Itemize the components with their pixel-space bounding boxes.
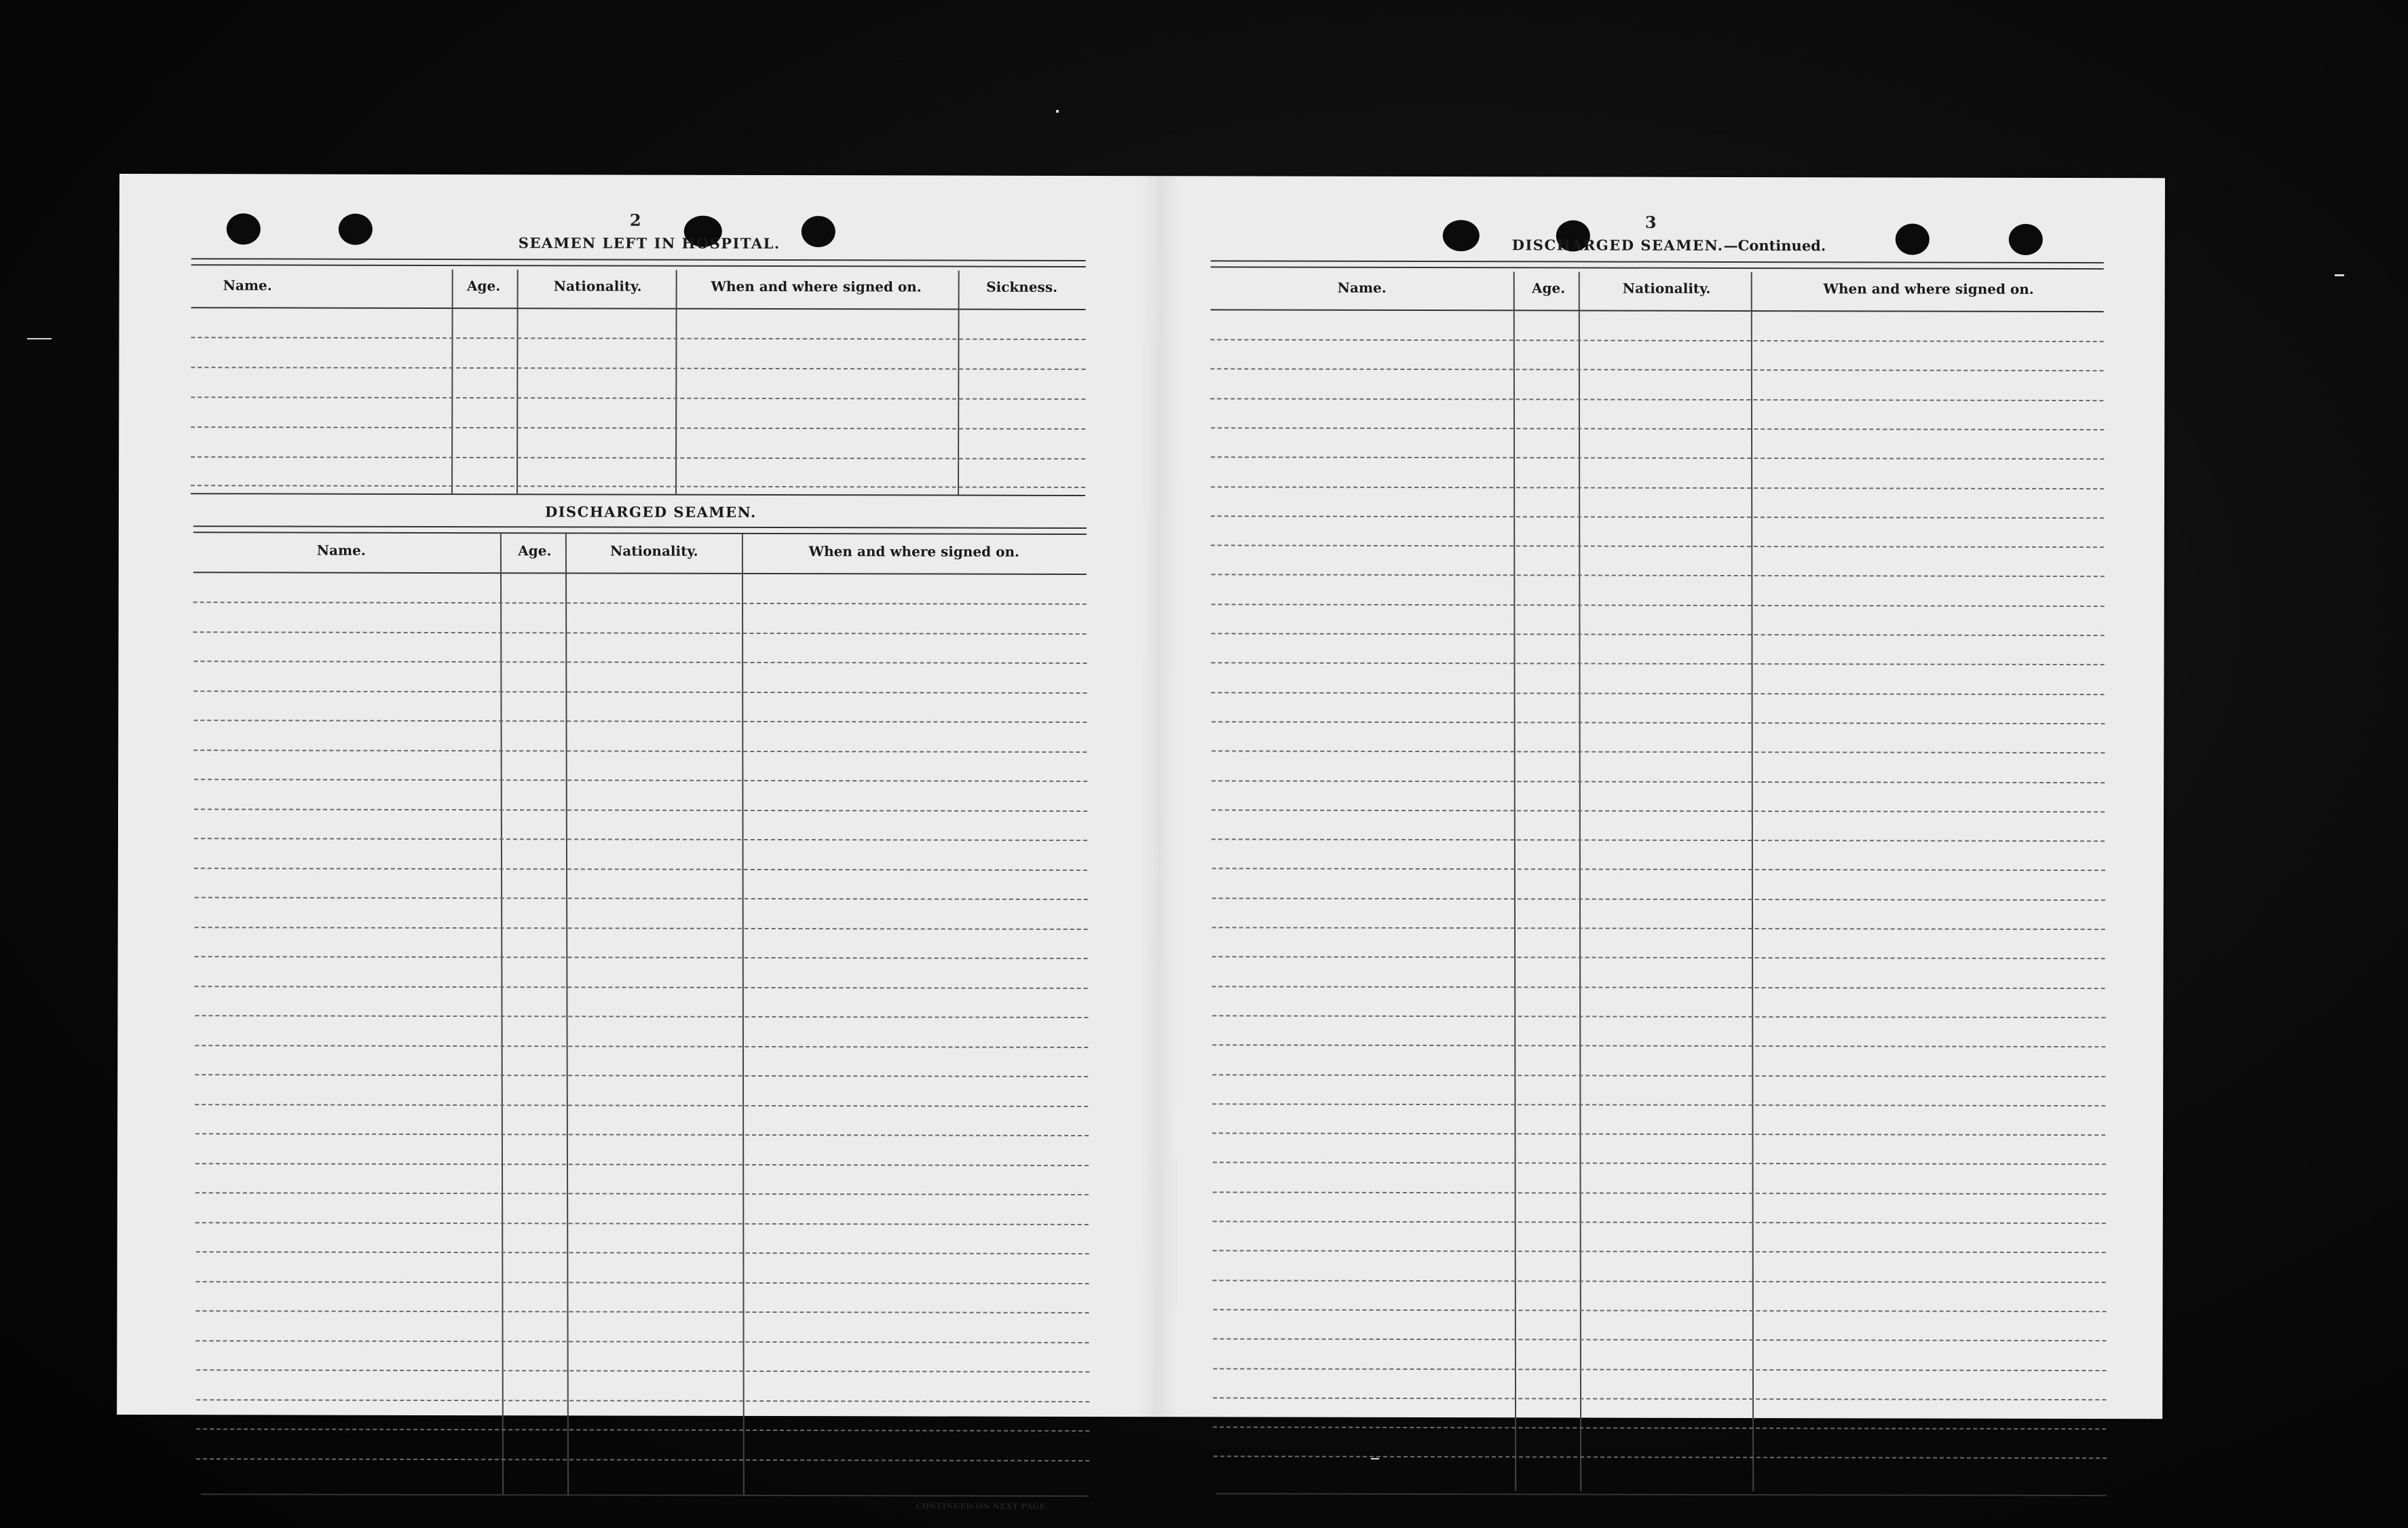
- entry-line: [1213, 1368, 2106, 1371]
- hospital-col-nationality: Nationality.: [553, 278, 642, 295]
- entry-line: [1211, 692, 2105, 695]
- entry-line: [193, 660, 1087, 664]
- entry-line: [1212, 1045, 2105, 1048]
- hospital-header-rule: [191, 307, 1086, 310]
- right-col-nationality: Nationality.: [1622, 280, 1711, 297]
- hospital-col-sickness: Sickness.: [986, 278, 1058, 295]
- continued-note: CONTINUED ON NEXT PAGE.: [916, 1502, 1049, 1511]
- discharged-col-divider: [565, 533, 569, 1495]
- right-col-divider: [1751, 272, 1754, 1491]
- right-title-rule: [1211, 260, 2104, 269]
- entry-line: [1210, 339, 2103, 342]
- entry-line: [1212, 897, 2105, 901]
- entry-line: [1211, 633, 2105, 636]
- hospital-section-title: SEAMEN LEFT IN HOSPITAL.: [518, 234, 780, 253]
- entry-line: [194, 838, 1087, 841]
- dust-speck: [2335, 274, 2344, 276]
- discharged-col-signed-on: When and where signed on.: [808, 543, 1020, 560]
- entry-line: [195, 1222, 1089, 1225]
- entry-line: [195, 986, 1088, 989]
- dust-speck: [1371, 1458, 1379, 1459]
- dust-speck: [1056, 110, 1059, 113]
- entry-line: [196, 1399, 1089, 1402]
- discharged-continued-title-text: DISCHARGED SEAMEN.: [1511, 236, 1724, 254]
- entry-line: [1211, 457, 2104, 460]
- entry-line: [193, 690, 1087, 694]
- entry-line: [195, 956, 1088, 959]
- entry-line: [1211, 544, 2104, 548]
- entry-line: [195, 1281, 1089, 1284]
- discharged-col-divider: [742, 534, 745, 1496]
- entry-line: [195, 1015, 1088, 1018]
- entry-line: [195, 1310, 1089, 1313]
- entry-line: [193, 601, 1087, 605]
- entry-line: [1211, 486, 2104, 489]
- entry-line: [1211, 574, 2104, 578]
- entry-line: [1213, 1162, 2106, 1166]
- hospital-col-signed-on: When and where signed on.: [711, 278, 922, 295]
- right-col-divider: [1513, 272, 1517, 1491]
- entry-line: [1213, 1309, 2106, 1312]
- entry-line: [194, 808, 1087, 812]
- hospital-entry-line: [191, 485, 1085, 488]
- hospital-col-divider: [958, 271, 960, 495]
- entry-line: [195, 1045, 1088, 1048]
- entry-line: [1211, 838, 2105, 842]
- right-col-signed-on: When and where signed on.: [1823, 280, 2034, 297]
- hospital-entry-line: [191, 456, 1085, 460]
- entry-line: [1211, 868, 2105, 872]
- hospital-col-divider: [516, 269, 519, 493]
- entry-line: [1211, 751, 2105, 754]
- discharged-col-nationality: Nationality.: [609, 542, 698, 559]
- entry-line: [1213, 1397, 2106, 1400]
- discharged-title-rule: [193, 525, 1087, 535]
- entry-line: [196, 1340, 1089, 1343]
- entry-line: [195, 1192, 1089, 1195]
- entry-line: [194, 897, 1087, 900]
- hospital-col-name: Name.: [223, 277, 272, 294]
- entry-line: [195, 1104, 1088, 1107]
- entry-line: [195, 1251, 1089, 1254]
- entry-line: [1212, 956, 2105, 960]
- hospital-bottom-rule: [191, 493, 1085, 496]
- punch-hole: [2009, 224, 2043, 255]
- discharged-section-title: DISCHARGED SEAMEN.: [544, 503, 757, 521]
- page-number-right: 3: [1644, 212, 1657, 232]
- center-fold: [1137, 176, 1181, 1417]
- hospital-col-age: Age.: [467, 278, 501, 295]
- continued-suffix: —Continued.: [1723, 236, 1826, 255]
- entry-line: [193, 631, 1087, 635]
- punch-hole: [802, 216, 835, 247]
- punch-hole: [227, 213, 261, 244]
- entry-line: [1211, 515, 2104, 519]
- entry-line: [1211, 398, 2104, 401]
- entry-line: [1211, 603, 2104, 607]
- right-header-rule: [1211, 309, 2104, 312]
- entry-line: [194, 868, 1087, 871]
- right-col-name: Name.: [1337, 279, 1387, 296]
- right-col-divider: [1579, 272, 1582, 1491]
- entry-line: [1212, 1074, 2105, 1077]
- page-number-left: 2: [629, 210, 641, 230]
- entry-line: [1212, 1103, 2105, 1106]
- entry-line: [1213, 1280, 2106, 1283]
- discharged-col-age: Age.: [518, 542, 552, 559]
- entry-line: [195, 1163, 1089, 1166]
- entry-line: [1211, 809, 2105, 813]
- hospital-col-divider: [451, 269, 453, 493]
- right-col-age: Age.: [1532, 280, 1566, 297]
- entry-line: [1211, 427, 2104, 430]
- hospital-entry-line: [191, 337, 1085, 340]
- entry-line: [196, 1369, 1089, 1373]
- entry-line: [1211, 721, 2105, 724]
- entry-line: [1212, 927, 2105, 930]
- entry-line: [1211, 663, 2105, 666]
- entry-line: [1213, 1220, 2106, 1224]
- entry-line: [1213, 1191, 2106, 1195]
- entry-line: [1212, 986, 2105, 989]
- dust-speck: [27, 338, 52, 339]
- entry-line: [195, 1074, 1088, 1077]
- entry-line: [194, 927, 1087, 930]
- hospital-col-divider: [675, 270, 677, 494]
- discharged-continued-title: [1512, 236, 1826, 254]
- entry-line: [194, 779, 1087, 782]
- hospital-entry-line: [191, 396, 1085, 400]
- entry-line: [1212, 1132, 2105, 1136]
- punch-hole: [1443, 220, 1480, 251]
- hospital-entry-line: [191, 426, 1085, 430]
- entry-line: [1212, 1015, 2105, 1018]
- entry-line: [195, 1133, 1089, 1136]
- hospital-entry-line: [191, 367, 1085, 370]
- entry-line: [1213, 1339, 2106, 1342]
- discharged-col-name: Name.: [316, 542, 366, 559]
- punch-hole: [1896, 223, 1930, 255]
- entry-line: [1211, 369, 2104, 372]
- discharged-col-divider: [500, 533, 504, 1495]
- entry-line: [193, 749, 1087, 753]
- discharged-header-rule: [193, 572, 1087, 575]
- hospital-title-rule: [191, 258, 1086, 267]
- entry-line: [1211, 780, 2105, 783]
- ledger-spread: [117, 174, 2165, 1511]
- punch-hole: [339, 214, 373, 245]
- entry-line: [1213, 1250, 2106, 1254]
- entry-line: [193, 720, 1087, 723]
